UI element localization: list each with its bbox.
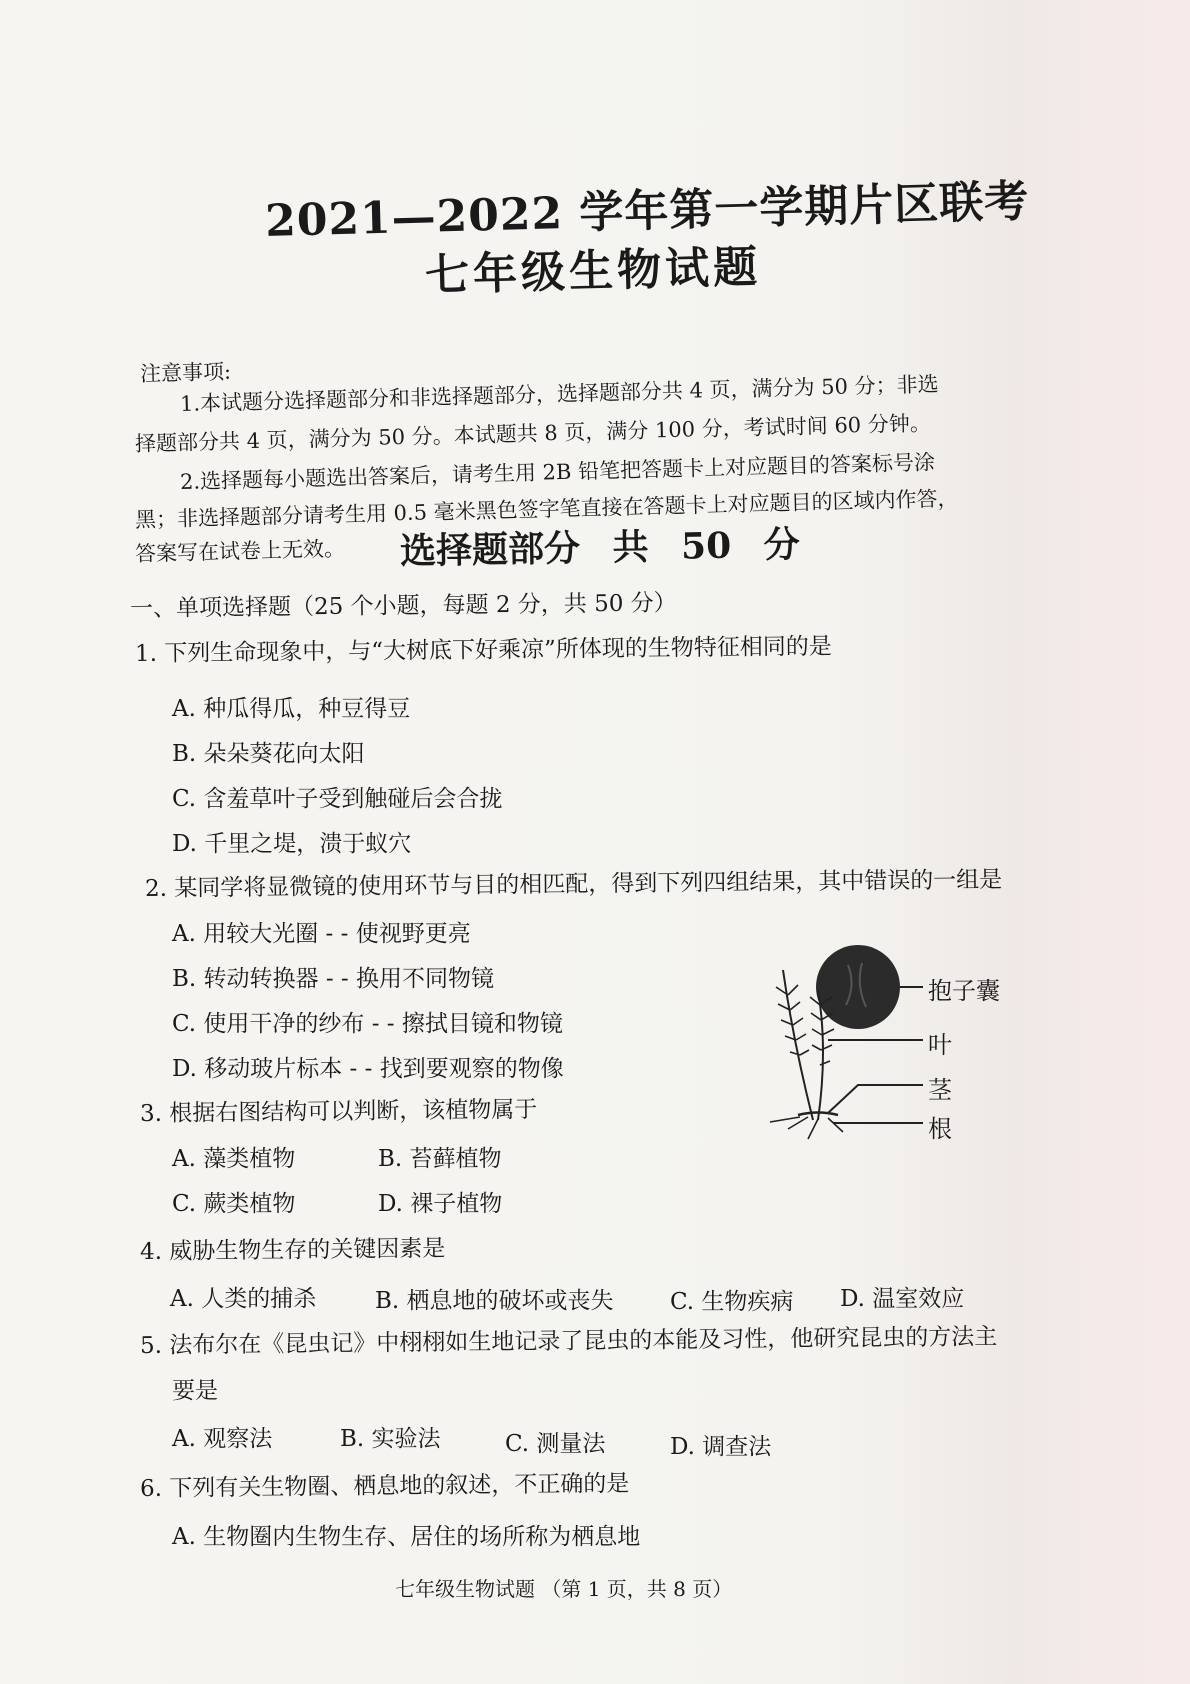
question-2-option-b: B. 转动转换器 - - 换用不同物镜: [172, 966, 494, 992]
notes-line-3: 2.选择题每小题选出答案后，请考生用 2B 铅笔把答题卡上对应题目的答案标号涂: [179, 450, 936, 494]
question-1-stem: 1. 下列生命现象中，与“大树底下好乘凉”所体现的生物特征相同的是: [134, 633, 832, 667]
question-5-stem: 5. 法布尔在《昆虫记》中栩栩如生地记录了昆虫的本能及习性，他研究昆虫的方法主: [139, 1324, 998, 1359]
notes-heading: 注意事项:: [139, 359, 232, 386]
question-3-option-a: A. 藻类植物: [172, 1146, 296, 1172]
question-2-option-c: C. 使用干净的纱布 - - 擦拭目镜和物镜: [172, 1011, 563, 1037]
notes-line-1: 1.本试题分选择题部分和非选择题部分，选择题部分共 4 页，满分为 50 分；非选: [179, 372, 939, 416]
fern-drawing: [738, 935, 1038, 1155]
question-1-option-a: A. 种瓜得瓜，种豆得豆: [172, 696, 411, 722]
question-5-option-a: A. 观察法: [172, 1426, 273, 1452]
section-title: 选择题部分 共 50 分: [399, 523, 801, 573]
question-1-option-c: C. 含羞草叶子受到触碰后会合拢: [172, 786, 503, 812]
exam-title: 2021—2022 学年第一学期片区联考: [264, 176, 1030, 247]
question-1-option-b: B. 朵朵葵花向太阳: [172, 741, 365, 767]
label-root: 根: [928, 1115, 952, 1143]
notes-line-5: 答案写在试卷上无效。: [134, 536, 346, 566]
label-sporangium: 抱子囊: [928, 977, 1000, 1005]
question-1-option-d: D. 千里之堤，溃于蚁穴: [172, 831, 412, 857]
question-4-option-c: C. 生物疾病: [670, 1289, 794, 1315]
question-2-option-a: A. 用较大光圈 - - 使视野更亮: [172, 921, 471, 947]
question-2-stem: 2. 某同学将显微镜的使用环节与目的相匹配，得到下列四组结果，其中错误的一组是: [144, 867, 1003, 902]
label-stem: 茎: [928, 1076, 952, 1104]
question-6-option-a: A. 生物圈内生物生存、居住的场所称为栖息地: [172, 1524, 641, 1550]
question-2-option-d: D. 移动玻片标本 - - 找到要观察的物像: [172, 1056, 564, 1082]
question-3-option-d: D. 裸子植物: [378, 1191, 503, 1217]
question-4-stem: 4. 威胁生物生存的关键因素是: [139, 1235, 446, 1265]
question-6-stem: 6. 下列有关生物圈、栖息地的叙述，不正确的是: [139, 1470, 630, 1502]
fern-figure: [738, 935, 1038, 1155]
page-edge-shadow: [1030, 0, 1190, 1684]
question-4-option-b: B. 栖息地的破坏或丧失: [375, 1288, 614, 1314]
label-leaf: 叶: [928, 1031, 952, 1059]
question-3-option-c: C. 蕨类植物: [172, 1191, 296, 1217]
notes-line-4: 黑；非选择题部分请考生用 0.5 毫米黑色签字笔直接在答题卡上对应题目的区域内作答，: [134, 486, 959, 532]
question-4-option-d: D. 温室效应: [840, 1286, 965, 1312]
page-footer: 七年级生物试题 （第 1 页，共 8 页）: [395, 1577, 733, 1601]
notes-line-2: 择题部分共 4 页，满分为 50 分。本试题共 8 页，满分 100 分，考试时间 60 分钟。: [134, 411, 932, 456]
part-heading: 一、单项选择题（25 个小题，每题 2 分，共 50 分）: [129, 590, 677, 622]
question-4-option-a: A. 人类的捕杀: [170, 1286, 317, 1312]
question-3-option-b: B. 苔藓植物: [378, 1146, 502, 1172]
question-3-stem: 3. 根据右图结构可以判断，该植物属于: [139, 1096, 538, 1127]
question-5-option-c: C. 测量法: [505, 1431, 606, 1457]
question-5-option-b: B. 实验法: [340, 1426, 441, 1452]
exam-subtitle: 七年级生物试题: [424, 241, 762, 302]
question-5-option-d: D. 调查法: [670, 1434, 772, 1460]
question-5-stem-continued: 要是: [172, 1378, 218, 1404]
